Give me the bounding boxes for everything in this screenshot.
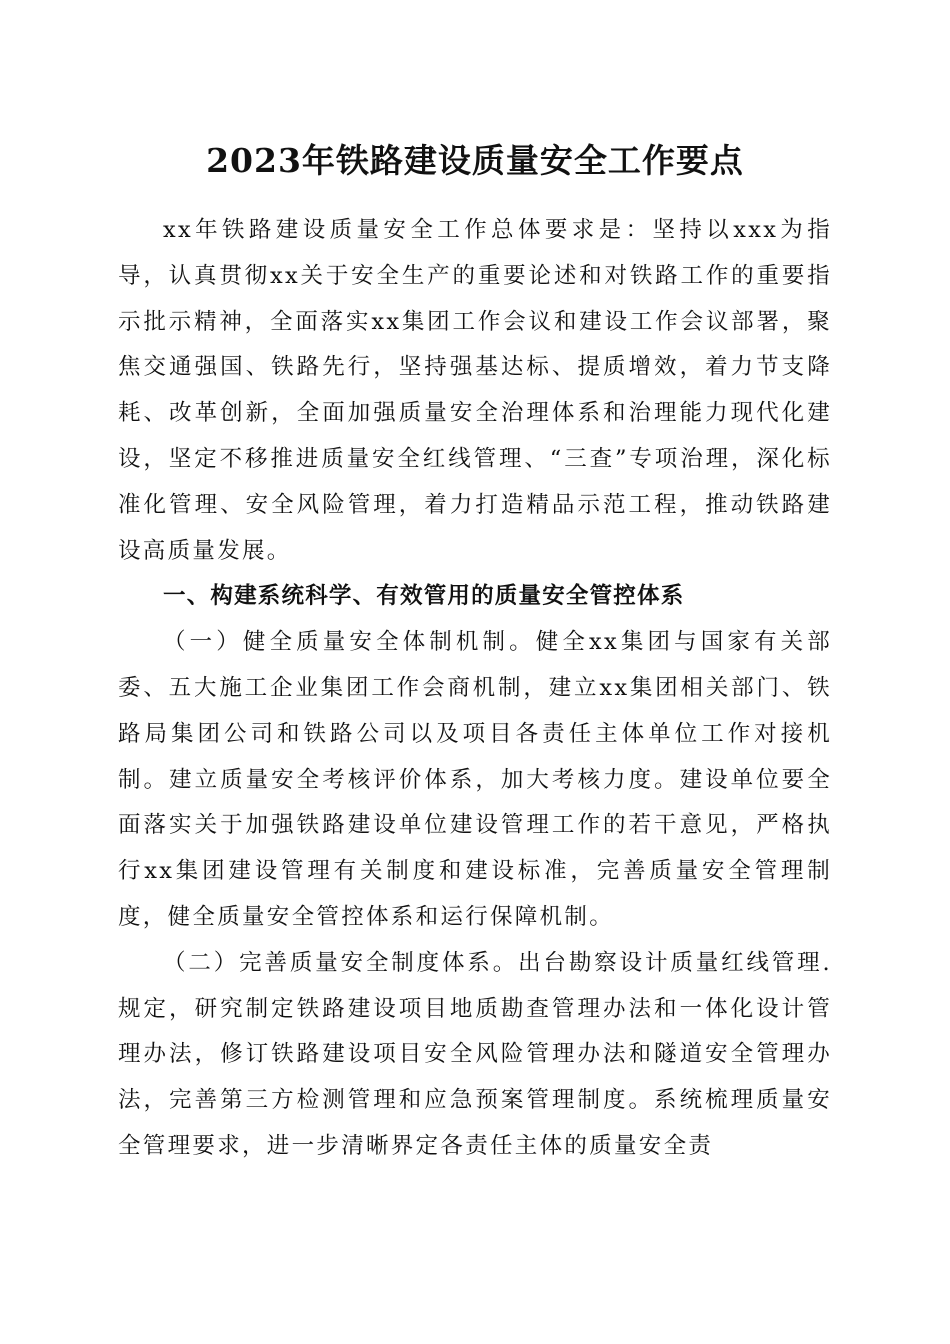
section-heading: 一、构建系统科学、有效管用的质量安全管控体系 xyxy=(163,583,685,610)
item-lead-2: （二）完善质量安全制度体系。 xyxy=(163,949,519,976)
item-text-2: 出台勘察设计质量红线管理.规定，研究制定铁路建设项目地质勘查管理办法和一体化设计管理办法，修订铁路建设项目安全风险管理办法和隧道安全管理办法，完善第三方检测管理和应急预案管理制度。系统梳理质量安全管理要求，进一步清晰界定各责任主体的质量安全责 xyxy=(118,949,832,1159)
document-body xyxy=(118,208,832,1170)
item-paragraph-1 xyxy=(118,620,832,941)
item-lead-1: （一）健全质量安全体制机制。 xyxy=(163,629,536,656)
item-paragraph-2 xyxy=(118,941,832,1170)
document-title: 2023年铁路建设质量安全工作要点 xyxy=(206,141,744,180)
intro-paragraph: xx年铁路建设质量安全工作总体要求是：坚持以xxx为指导，认真贯彻xx关于安全生产的重要论述和对铁路工作的重要指示批示精神，全面落实xx集团工作会议和建设工作会议部署，聚焦交通强国、铁路先行，坚持强基达标、提质增效，着力节支降耗、改革创新，全面加强质量安全治理体系和治理能力现代化建设，坚定不移推进质量安全红线管理、“三查”专项治理，深化标准化管理、安全风险管理，着力打造精品示范工程，推动铁路建设高质量发展。 xyxy=(118,217,832,564)
item-text-1: 健全xx集团与国家有关部委、五大施工企业集团工作会商机制，建立xx集团相关部门、铁路局集团公司和铁路公司以及项目各责任主体单位工作对接机制。建立质量安全考核评价体系，加大考核力度。建设单位要全面落实关于加强铁路建设单位建设管理工作的若干意见，严格执行xx集团建设管理有关制度和建设标准，完善质量安全管理制度，健全质量安全管控体系和运行保障机制。 xyxy=(118,629,832,930)
